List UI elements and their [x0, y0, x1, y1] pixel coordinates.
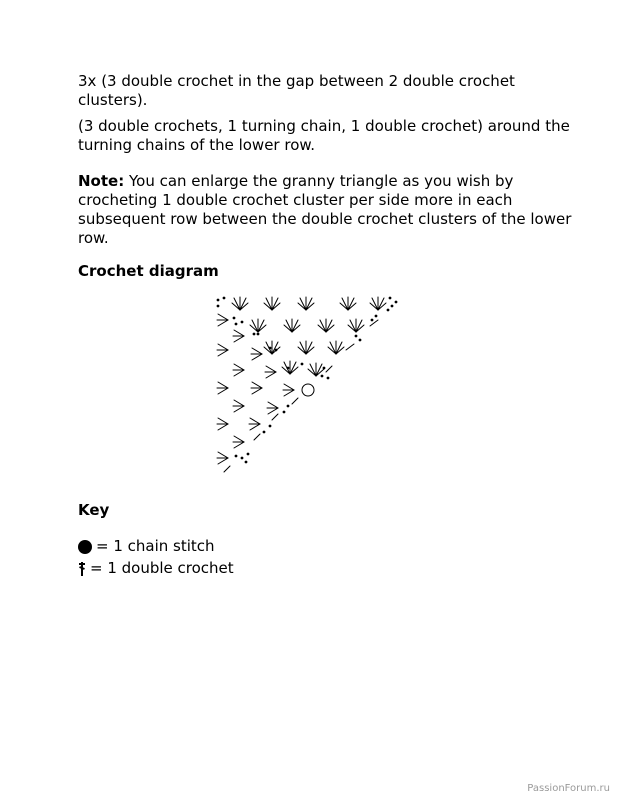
stitch-fan-side [233, 400, 244, 412]
note-text: You can enlarge the granny triangle as you wish by crocheting 1 double crochet cluster per side more in each subsequent row between the double crochet clusters of the lower row. [78, 172, 572, 247]
stitch-fan [250, 319, 266, 332]
instruction-paragraph-2: (3 double crochets, 1 turning chain, 1 double crochet) around the turning chains of the lower row. [78, 117, 570, 154]
watermark: PassionForum.ru [527, 783, 610, 794]
stitch-fan [340, 297, 356, 310]
stitch-fan-side [217, 418, 228, 430]
key-chain-row [78, 537, 215, 556]
stitch-fan [298, 341, 314, 354]
stitch-fan [232, 297, 248, 310]
stitch-fan [298, 297, 314, 310]
stitch-fan-side [267, 402, 278, 414]
instruction-paragraph-1: 3x (3 double crochet in the gap between 2 double crochet clusters). [78, 72, 515, 109]
stitch-fan [284, 319, 300, 332]
stitch-fan-side [233, 364, 244, 376]
stitch-fan [282, 361, 298, 374]
stitch-fan-side [233, 330, 244, 342]
stitch-fan-side [217, 452, 228, 464]
stitch-fan-side [265, 366, 276, 378]
stitch-fan-side [217, 344, 228, 356]
crochet-diagram-heading: Crochet diagram [78, 262, 219, 280]
stitch-fan-side [251, 382, 262, 394]
key-double-crochet-row [78, 559, 234, 578]
stitch-fan-side [217, 382, 228, 394]
note-paragraph [78, 172, 578, 248]
double-crochet-icon [78, 561, 86, 577]
key-double-crochet-label: = 1 double crochet [90, 559, 234, 577]
stitch-fan [328, 341, 344, 354]
stitch-fan-side [251, 348, 262, 360]
stitch-fan-side [283, 384, 294, 396]
stitch-fan-side [217, 314, 228, 326]
stitch-fan [308, 363, 324, 376]
stitch-fan-side [249, 418, 260, 430]
note-label: Note: [78, 172, 125, 190]
magic-ring [302, 384, 314, 396]
stitch-fan-side [233, 436, 244, 448]
key-chain-label: = 1 chain stitch [96, 537, 215, 555]
stitch-fan [370, 297, 386, 310]
stitch-fan [264, 297, 280, 310]
key-heading: Key [78, 501, 110, 519]
crochet-diagram [206, 292, 406, 482]
stitch-fan [318, 319, 334, 332]
stitch-fan [264, 341, 280, 354]
stitch-fan [348, 319, 364, 332]
chain-stitch-icon [78, 540, 92, 554]
